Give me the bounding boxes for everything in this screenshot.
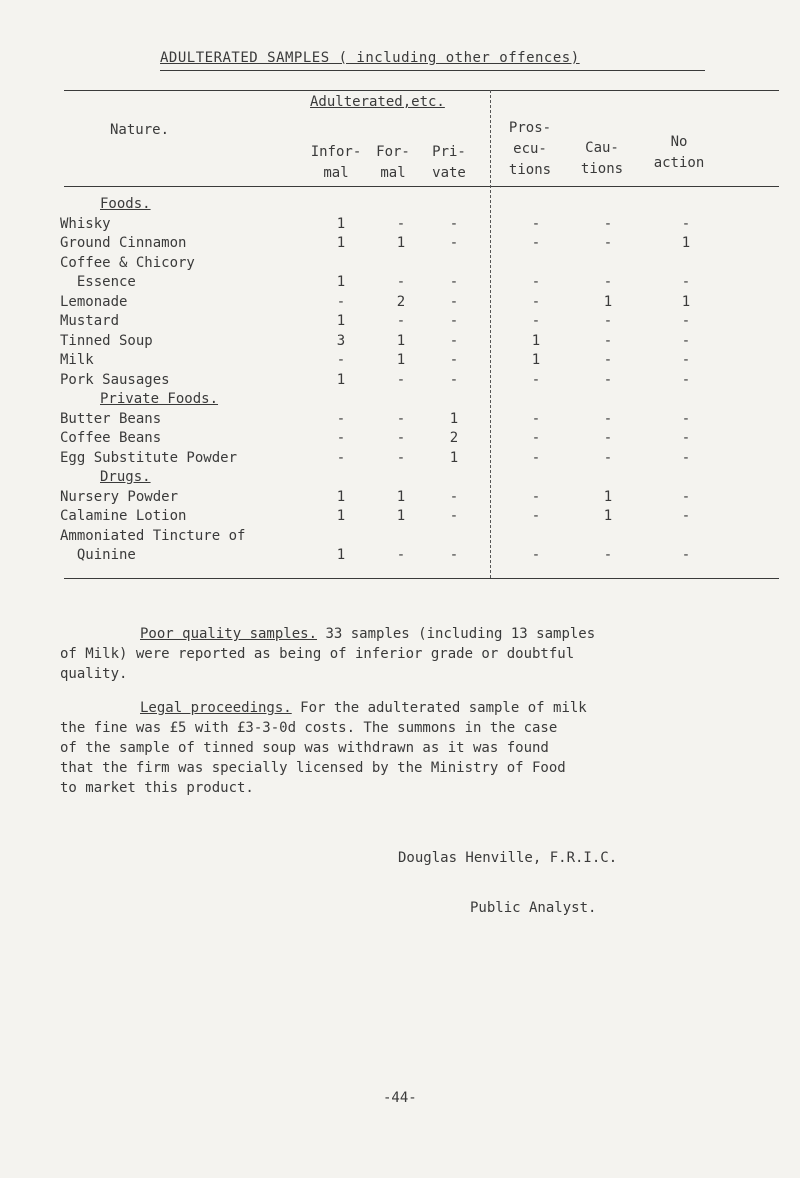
legal-paragraph: [60, 698, 760, 798]
table-row: [60, 294, 780, 312]
row-value: 1: [336, 235, 346, 251]
row-value: -: [681, 371, 691, 388]
table-row: [60, 508, 780, 526]
row-label: Tinned Soup: [60, 332, 153, 349]
row-value: 1: [449, 410, 459, 427]
header-nature: Nature.: [110, 122, 170, 138]
row-label: Coffee & Chicory: [60, 254, 195, 271]
legal-heading: Legal proceedings.: [140, 700, 292, 716]
table-row: [60, 411, 780, 429]
row-value: -: [681, 488, 691, 505]
row-label: Essence: [60, 274, 136, 290]
table-row: [60, 450, 780, 468]
row-label: Drugs.: [100, 469, 151, 485]
row-value: -: [603, 410, 613, 427]
row-label: Quinine: [60, 547, 136, 563]
row-value: 1: [336, 274, 346, 290]
row-value: -: [531, 274, 541, 290]
row-value: -: [531, 488, 541, 505]
table-header-rule: [64, 186, 779, 187]
row-value: 1: [336, 488, 346, 505]
row-value: 3: [336, 332, 346, 349]
signature-role: Public Analyst.: [470, 900, 597, 916]
row-value: -: [396, 371, 406, 388]
row-value: -: [449, 293, 459, 310]
table-bottom-rule: [64, 578, 779, 579]
row-value: -: [531, 430, 541, 446]
row-value: 1: [396, 235, 406, 251]
header-adulterated: Adulterated,etc.: [310, 94, 445, 110]
row-label: Egg Substitute Powder: [60, 449, 238, 466]
row-value: 1: [681, 293, 691, 310]
row-value: 1: [396, 352, 406, 368]
row-value: -: [336, 430, 346, 446]
table-row: [60, 313, 780, 331]
row-value: 1: [396, 332, 406, 349]
table-section-heading: [60, 391, 780, 409]
row-value: -: [396, 410, 406, 427]
row-value: -: [681, 508, 691, 524]
row-value: -: [449, 274, 459, 290]
row-value: 1: [603, 488, 613, 505]
table-row: [60, 489, 780, 507]
row-value: -: [681, 352, 691, 368]
row-value: -: [603, 430, 613, 446]
poor-quality-paragraph: [60, 624, 760, 684]
row-value: -: [449, 235, 459, 251]
row-label: Whisky: [60, 215, 111, 232]
row-value: -: [681, 410, 691, 427]
row-value: -: [449, 371, 459, 388]
row-value: -: [396, 215, 406, 232]
row-value: 1: [336, 371, 346, 388]
table-row: [60, 235, 780, 253]
row-value: -: [396, 313, 406, 329]
row-value: -: [449, 332, 459, 349]
row-value: -: [681, 274, 691, 290]
row-value: -: [681, 215, 691, 232]
row-label: Ammoniated Tincture of: [60, 527, 246, 544]
row-value: -: [603, 352, 613, 368]
row-value: -: [531, 371, 541, 388]
row-value: -: [531, 215, 541, 232]
row-value: -: [531, 547, 541, 563]
row-value: -: [396, 274, 406, 290]
row-value: 1: [336, 313, 346, 329]
row-value: -: [603, 215, 613, 232]
row-value: 1: [336, 215, 346, 232]
header-informal: Infor- mal: [310, 144, 362, 181]
row-value: 1: [396, 508, 406, 524]
row-value: -: [531, 449, 541, 466]
row-value: -: [449, 508, 459, 524]
row-label: Nursery Powder: [60, 488, 179, 505]
table-row: [60, 216, 780, 234]
row-value: 1: [531, 352, 541, 368]
row-value: -: [449, 313, 459, 329]
row-value: -: [396, 449, 406, 466]
table-row: [60, 430, 780, 448]
row-label: Milk: [60, 352, 94, 368]
row-value: -: [449, 352, 459, 368]
row-value: -: [681, 430, 691, 446]
row-label: Private Foods.: [100, 391, 219, 407]
header-no-action: No action: [653, 134, 705, 171]
table-top-rule: [64, 90, 779, 91]
row-label: Calamine Lotion: [60, 508, 187, 524]
table-section-heading: [60, 469, 780, 487]
header-prosecutions: Pros- ecu- tions: [508, 120, 552, 178]
row-value: -: [603, 313, 613, 329]
row-value: -: [681, 547, 691, 563]
row-value: 2: [449, 430, 459, 446]
row-value: -: [531, 508, 541, 524]
row-label: Mustard: [60, 313, 120, 329]
row-value: -: [531, 410, 541, 427]
row-value: -: [396, 547, 406, 563]
signature-name: Douglas Henville, F.R.I.C.: [398, 850, 618, 866]
legal-text: For the adulterated sample of milk the fine was £5 with £3-3-0d costs. The summons in the case of the sample of tinned soup was withdrawn as it was found that the firm was specially licensed by the Ministry of Food to market this product.: [60, 700, 587, 796]
row-value: 1: [336, 547, 346, 563]
table-row: [60, 333, 780, 351]
row-value: -: [336, 293, 346, 310]
row-value: -: [336, 449, 346, 466]
row-value: -: [396, 430, 406, 446]
row-label: Ground Cinnamon: [60, 235, 187, 251]
row-value: -: [531, 293, 541, 310]
table-section-heading: [60, 196, 780, 214]
row-value: -: [681, 332, 691, 349]
row-value: -: [531, 235, 541, 251]
row-value: 1: [603, 293, 613, 310]
table-row: [60, 255, 780, 273]
row-value: -: [681, 313, 691, 329]
row-value: -: [531, 313, 541, 329]
row-label: Lemonade: [60, 293, 128, 310]
row-value: 1: [531, 332, 541, 349]
row-value: -: [449, 215, 459, 232]
header-private: Pri- vate: [432, 144, 466, 181]
row-value: -: [603, 332, 613, 349]
row-value: 1: [396, 488, 406, 505]
row-value: -: [449, 488, 459, 505]
row-value: -: [603, 371, 613, 388]
header-cautions: Cau- tions: [580, 140, 624, 177]
row-value: -: [336, 410, 346, 427]
row-value: 1: [681, 235, 691, 251]
row-value: -: [603, 274, 613, 290]
page-title: ADULTERATED SAMPLES ( including other offences): [160, 50, 580, 66]
poor-quality-text: 33 samples (including 13 samples of Milk) were reported as being of inferior grade or doubtful quality.: [60, 626, 596, 682]
row-label: Foods.: [100, 196, 151, 212]
poor-quality-heading: Poor quality samples.: [140, 626, 318, 642]
row-value: 2: [396, 293, 406, 310]
row-label: Pork Sausages: [60, 371, 170, 388]
row-value: 1: [336, 508, 346, 524]
row-value: -: [603, 235, 613, 251]
table-row: [60, 274, 780, 292]
page-number: -44-: [383, 1090, 417, 1106]
table-row: [60, 372, 780, 390]
row-value: -: [603, 449, 613, 466]
row-value: -: [681, 449, 691, 466]
row-label: Butter Beans: [60, 410, 162, 427]
row-value: 1: [449, 449, 459, 466]
table-row: [60, 547, 780, 565]
table-row: [60, 528, 780, 546]
row-value: 1: [603, 508, 613, 524]
title-rule: [160, 70, 705, 71]
row-value: -: [336, 352, 346, 368]
table-row: [60, 352, 780, 370]
row-value: -: [603, 547, 613, 563]
row-value: -: [449, 547, 459, 563]
row-label: Coffee Beans: [60, 430, 162, 446]
header-formal: For- mal: [376, 144, 410, 181]
